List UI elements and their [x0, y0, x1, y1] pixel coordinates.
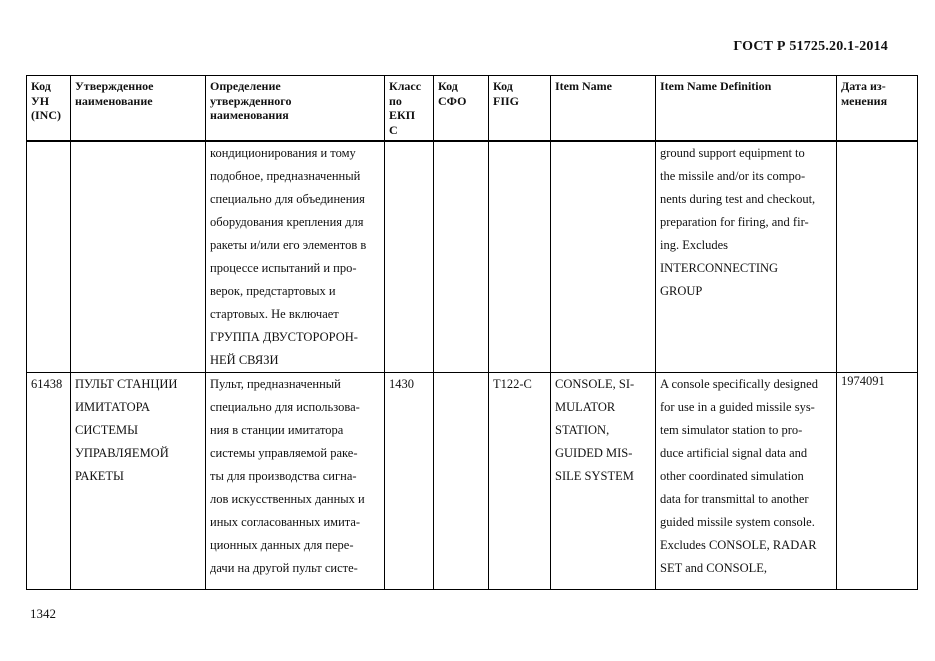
- text-line: РАКЕТЫ: [75, 469, 124, 483]
- text-line: ционных данных для пере-: [210, 538, 354, 552]
- text-line: Пульт, предназначенный: [210, 377, 341, 391]
- text-line: верок, предстартовых и: [210, 284, 336, 298]
- text-line: ЕКП: [389, 108, 416, 122]
- text-line: ты для производства сигна-: [210, 469, 357, 483]
- text-line: preparation for firing, and fir-: [660, 215, 809, 229]
- header-approved-name-definition: [206, 76, 385, 142]
- text-line: НЕЙ СВЯЗИ: [210, 353, 279, 367]
- header-change-date: [837, 76, 918, 142]
- text-line: (INC): [31, 108, 61, 122]
- text-line: ing. Excludes: [660, 238, 729, 252]
- text-line: GROUP: [660, 284, 703, 298]
- cell-date: [837, 141, 918, 373]
- text-line: процессе испытаний и про-: [210, 261, 357, 275]
- text-line: STATION,: [555, 423, 610, 437]
- cell-sfo: [434, 373, 489, 590]
- text-line: A console specifically designed: [660, 377, 818, 391]
- cell-inc: 61438: [27, 373, 71, 590]
- text-line: ния в станции имитатора: [210, 423, 344, 437]
- text-line: СФО: [438, 93, 467, 108]
- cell-item-name: [551, 141, 656, 373]
- text-line: guided missile system console.: [660, 515, 815, 529]
- text-line: nents during test and checkout,: [660, 192, 816, 206]
- cell-item-name: [551, 373, 656, 590]
- table-row: [27, 373, 918, 590]
- text-line: Код: [31, 79, 51, 93]
- cell-sfo: [434, 141, 489, 373]
- text-line: Класс: [389, 79, 422, 93]
- cell-class: 1430: [385, 373, 434, 590]
- text-line: стартовых. Не включает: [210, 307, 339, 321]
- text-line: ИМИТАТОРА: [75, 400, 150, 414]
- header-approved-name: [71, 76, 206, 142]
- text-line: Item Name: [555, 79, 612, 93]
- text-line: data for transmittal to another: [660, 492, 809, 506]
- header-class: [385, 76, 434, 142]
- text-line: Определение: [210, 79, 281, 93]
- cell-fiig: T122-C: [489, 373, 551, 590]
- text-line: наименование: [75, 93, 153, 108]
- cell-inc: [27, 141, 71, 373]
- text-line: системы управляемой раке-: [210, 446, 358, 460]
- text-line: менения: [841, 93, 888, 108]
- header-item-name: [551, 76, 656, 142]
- text-line: иных согласованных имита-: [210, 515, 361, 529]
- text-line: for use in a guided missile sys-: [660, 400, 815, 414]
- page-number: 1342: [30, 606, 56, 621]
- cell-definition-ru: [206, 141, 385, 373]
- text-line: специально для использова-: [210, 400, 360, 414]
- table-header-row: [27, 76, 918, 142]
- table-row: [27, 141, 918, 373]
- text-line: лов искусственных данных и: [210, 492, 365, 506]
- text-line: duce artificial signal data and: [660, 446, 808, 460]
- text-line: Дата из-: [841, 79, 886, 93]
- text-line: ракеты и/или его элементов в: [210, 238, 367, 252]
- catalog-table: [26, 75, 918, 590]
- text-line: специально для объединения: [210, 192, 365, 206]
- text-line: по: [389, 93, 402, 108]
- cell-definition-en: [656, 373, 837, 590]
- header-item-name-definition: [656, 76, 837, 142]
- text-line: Код: [493, 79, 513, 93]
- cell-fiig: [489, 141, 551, 373]
- text-line: ground support equipment to: [660, 146, 805, 160]
- text-line: С: [389, 122, 398, 137]
- text-line: FIIG: [493, 93, 520, 108]
- text-line: other coordinated simulation: [660, 469, 804, 483]
- cell-definition-en: [656, 141, 837, 373]
- text-line: the missile and/or its compo-: [660, 169, 806, 183]
- text-line: GUIDED MIS-: [555, 446, 633, 460]
- text-line: ПУЛЬТ СТАНЦИИ: [75, 377, 178, 391]
- text-line: SILE SYSTEM: [555, 469, 634, 483]
- document-standard-number: ГОСТ Р 51725.20.1-2014: [733, 39, 888, 54]
- header-fiig-code: [489, 76, 551, 142]
- text-line: наименования: [210, 108, 289, 122]
- text-line: дачи на другой пульт систе-: [210, 561, 358, 575]
- cell-name-ru: [71, 373, 206, 590]
- text-line: ГРУППА ДВУСТОРОРОН-: [210, 330, 358, 344]
- text-line: SET and CONSOLE,: [660, 561, 768, 575]
- text-line: подобное, предназначенный: [210, 169, 361, 183]
- text-line: оборудования крепления для: [210, 215, 364, 229]
- text-line: кондиционирования и тому: [210, 146, 356, 160]
- cell-name-ru: [71, 141, 206, 373]
- text-line: Код: [438, 79, 458, 93]
- text-line: Утвержденное: [75, 79, 154, 93]
- text-line: INTERCONNECTING: [660, 261, 779, 275]
- text-line: СИСТЕМЫ: [75, 423, 138, 437]
- text-line: CONSOLE, SI-: [555, 377, 635, 391]
- text-line: Excludes CONSOLE, RADAR: [660, 538, 817, 552]
- cell-date: 1974091: [837, 373, 918, 590]
- text-line: утвержденного: [210, 93, 292, 108]
- text-line: tem simulator station to pro-: [660, 423, 803, 437]
- text-line: Item Name Definition: [660, 79, 772, 93]
- text-line: УН: [31, 93, 50, 108]
- cell-class: [385, 141, 434, 373]
- text-line: MULATOR: [555, 400, 616, 414]
- header-sfo-code: [434, 76, 489, 142]
- header-inc: [27, 76, 71, 142]
- cell-definition-ru: [206, 373, 385, 590]
- text-line: УПРАВЛЯЕМОЙ: [75, 446, 169, 460]
